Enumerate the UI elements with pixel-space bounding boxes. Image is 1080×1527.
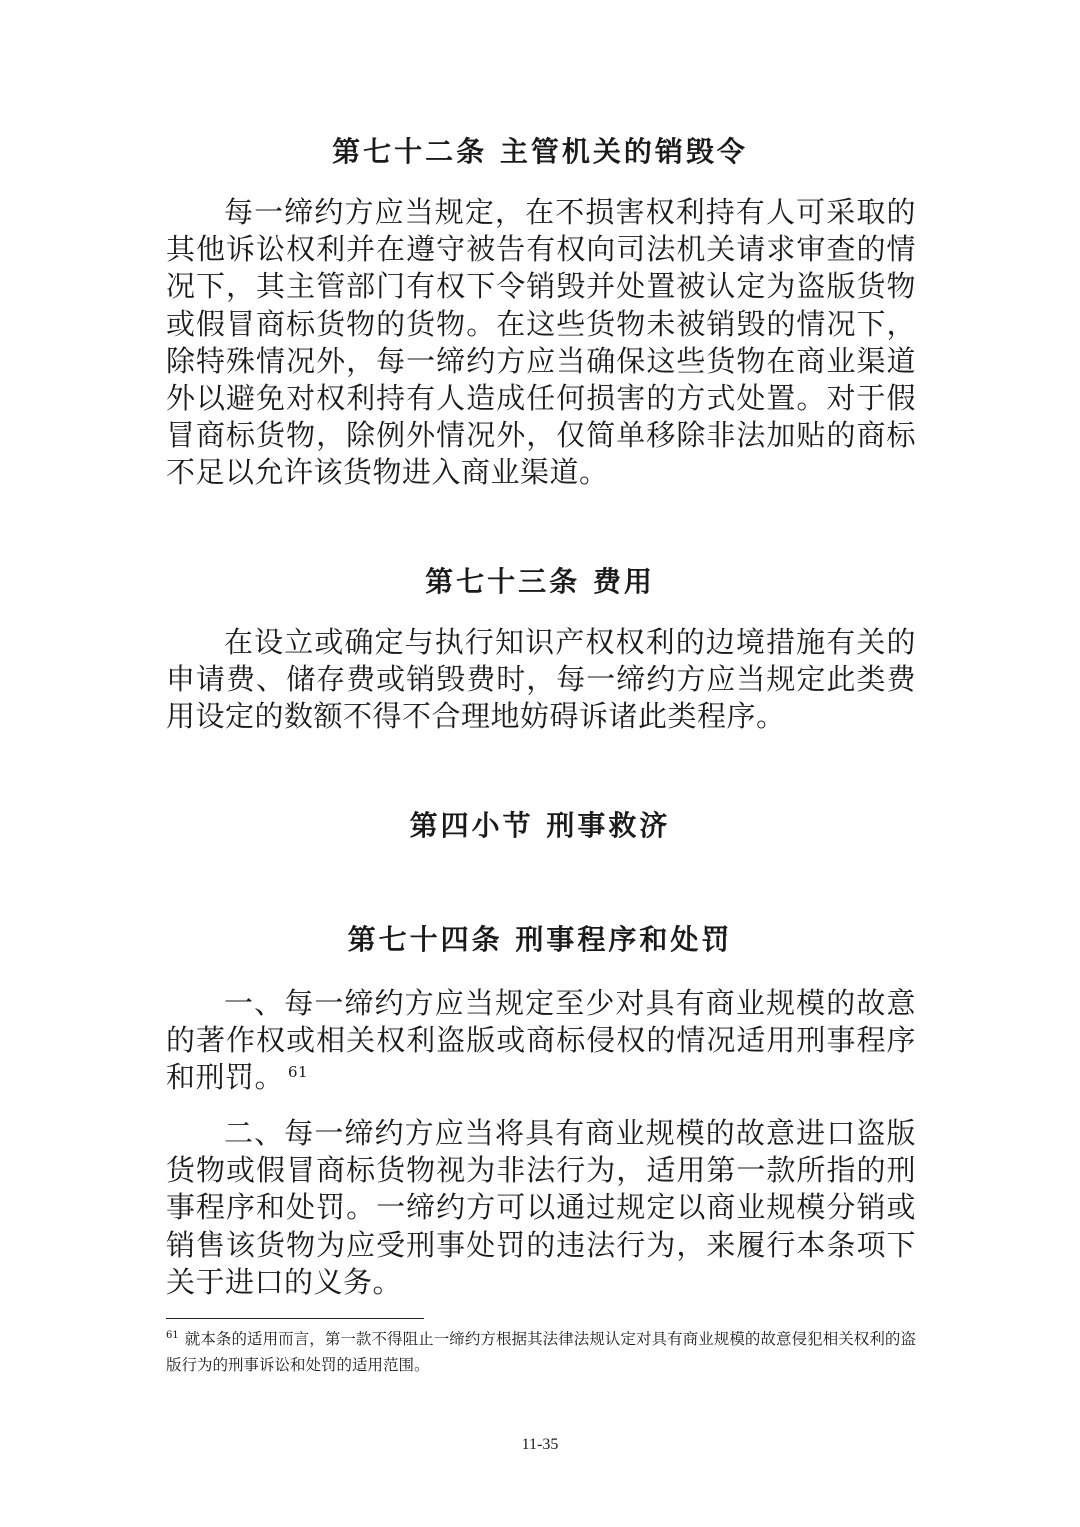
article-73-paragraph: 在设立或确定与执行知识产权权利的边境措施有关的申请费、储存费或销毁费时，每一缔约方应当规定此类费用设定的数额不得不合理地妨碍诉诸此类程序。 [166, 625, 916, 734]
article-74-heading: 第七十四条 刑事程序和处罚 [347, 923, 733, 956]
article-74-paragraph-1-text: 一、每一缔约方应当规定至少对具有商业规模的故意的著作权或相关权利盗版或商标侵权的情况适用刑事程序和刑罚。 [166, 986, 916, 1095]
article-73-heading: 第七十三条 费用 [425, 565, 655, 598]
footnote-text: 就本条的适用而言，第一款不得阻止一缔约方根据其法律法规认定对具有商业规模的故意侵犯相关权利的盗版行为的刑事诉讼和处罚的适用范围。 [166, 1330, 916, 1374]
article-72-heading: 第七十二条 主管机关的销毁令 [332, 135, 748, 168]
article-72-paragraph: 每一缔约方应当规定，在不损害权利持有人可采取的其他诉讼权利并在遵守被告有权向司法机关请求审查的情况下，其主管部门有权下令销毁并处置被认定为盗版货物或假冒商标货物的货物。在这些货物未被销毁的情况下，除特殊情况外，每一缔约方应当确保这些货物在商业渠道外以避免对权利持有人造成任何损害的方式处置。对于假冒商标货物，除例外情况外，仅简单移除非法加贴的商标不足以允许该货物进入商业渠道。 [166, 195, 916, 490]
page-number: 11-35 [521, 1436, 559, 1453]
footnote-divider [166, 1318, 424, 1319]
article-74-paragraph-1 [166, 985, 916, 1097]
footnote-number: 61 [166, 1329, 179, 1341]
subsection-4-heading: 第四小节 刑事救济 [409, 809, 671, 842]
footnote-reference: 61 [288, 1062, 309, 1081]
footnote [166, 1326, 916, 1378]
article-74-paragraph-2: 二、每一缔约方应当将具有商业规模的故意进口盗版货物或假冒商标货物视为非法行为，适用第一款所指的刑事程序和处罚。一缔约方可以通过规定以商业规模分销或销售该货物为应受刑事处罚的违法行为，来履行本条项下关于进口的义务。 [166, 1116, 916, 1299]
